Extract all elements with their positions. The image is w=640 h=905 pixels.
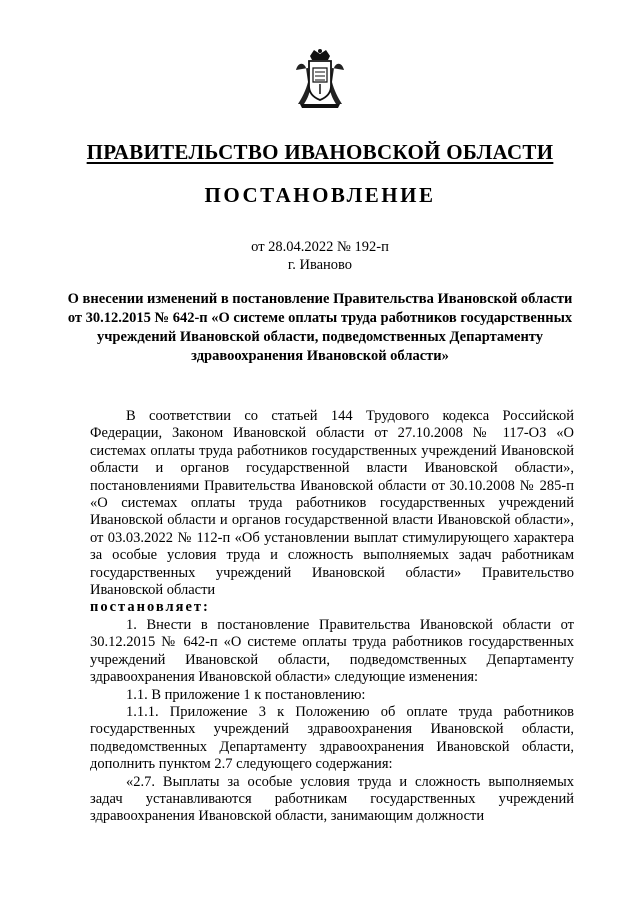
paragraph-1-1-1: 1.1.1. Приложение 3 к Положению об оплате труда работников государственных учреждений здравоохранения Ивановской области, подведомственных Департаменту здравоохранения Ивановской области, дополнить пунктом 2.7 следующего содержания: bbox=[90, 703, 574, 773]
resolves-word: постановляет: bbox=[90, 599, 210, 616]
city: г. Иваново bbox=[287, 257, 353, 273]
document-type-title: ПОСТАНОВЛЕНИЕ bbox=[204, 183, 436, 207]
coat-of-arms-icon bbox=[294, 48, 346, 110]
paragraph-1: 1. Внести в постановление Правительства Ивановской области от 30.12.2015 № 642-п «О системе оплаты труда работников государственных учреждений Ивановской области, подведомственных Департаменту здравоохранения Ивановской области» следующие изменения: bbox=[90, 616, 574, 686]
paragraph-2-7: «2.7. Выплаты за особые условия труда и сложность выполняемых задач устанавливаются работникам государственных учреждений здравоохранения Ивановской области, занимающим должности bbox=[90, 773, 574, 825]
document-heading: О внесении изменений в постановление Правительства Ивановской области от 30.12.2015 № 642-п «О системе оплаты труда работников государственных учреждений Ивановской области, подведомственных Департаменту здравоохранения Ивановской области» bbox=[67, 291, 573, 364]
paragraph-preamble: В соответствии со статьей 144 Трудового кодекса Российской Федерации, Законом Ивановской области от 27.10.2008 № 117-ОЗ «О системах оплаты труда работников государственных учреждений Ивановской области и органов государственной власти Ивановской области», постановлениями Правительства Ивановской области от 30.10.2008 № 285-п «О системах оплаты труда работников государственных учреждений Ивановской области и органов государственной власти Ивановской области», от 03.03.2022 № 112-п «Об установлении выплат стимулирующего характера за особые условия труда и сложность выполняемых задач работникам государственных учреждений Ивановской области» Правительство Ивановской области bbox=[90, 408, 574, 599]
paragraph-1-1: 1.1. В приложение 1 к постановлению: bbox=[126, 686, 366, 703]
document-meta bbox=[0, 238, 640, 274]
date-number: от 28.04.2022 № 192-п bbox=[251, 239, 389, 255]
document-body bbox=[90, 408, 574, 826]
government-title: ПРАВИТЕЛЬСТВО ИВАНОВСКОЙ ОБЛАСТИ bbox=[86, 140, 554, 164]
